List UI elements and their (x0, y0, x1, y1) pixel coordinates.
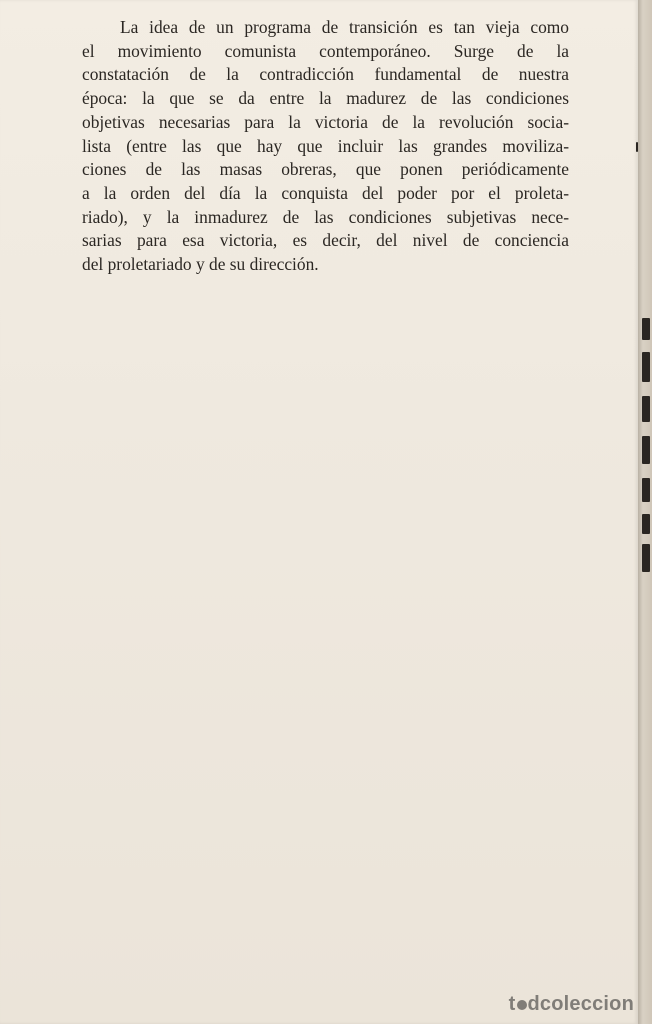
blurb-line: del proletariado y de su dirección. (82, 254, 319, 275)
spine-print-mark (642, 318, 650, 340)
book-spine-edge (638, 0, 652, 1024)
spine-print-mark (642, 514, 650, 534)
spine-print-mark (642, 436, 650, 464)
blurb-line: riado), y la inmadurez de las condiciones subjetivas nece- (82, 206, 569, 227)
spine-print-mark (642, 478, 650, 502)
blurb-line: sarias para esa victoria, es decir, del nivel de conciencia (82, 230, 569, 251)
blurb-line: ciones de las masas obreras, que ponen periódicamente (82, 159, 569, 180)
watermark (509, 993, 634, 1016)
spine-print-mark (642, 352, 650, 382)
spine-print-mark (642, 544, 650, 572)
watermark-text-end: dcoleccion (527, 993, 634, 1015)
blurb-line: objetivas necesarias para la victoria de la revolución socia- (82, 111, 569, 132)
blurb-line: el movimiento comunista contemporáneo. Surge de la (82, 40, 569, 61)
blurb-line: época: la que se da entre la madurez de las condiciones (82, 88, 569, 109)
blurb-line: a la orden del día la conquista del poder por el proleta- (82, 182, 569, 203)
watermark-text-start: t (508, 993, 516, 1015)
blurb-line: La idea de un programa de transición es tan vieja como (120, 17, 569, 37)
blurb-line: constatación de la contradicción fundamental de nuestra (82, 64, 569, 85)
spine-print-mark (636, 142, 638, 152)
watermark-dot-icon (517, 1000, 527, 1010)
back-cover-blurb (82, 16, 569, 277)
spine-print-mark (642, 396, 650, 422)
blurb-line: lista (entre las que hay que incluir las grandes moviliza- (82, 135, 569, 156)
